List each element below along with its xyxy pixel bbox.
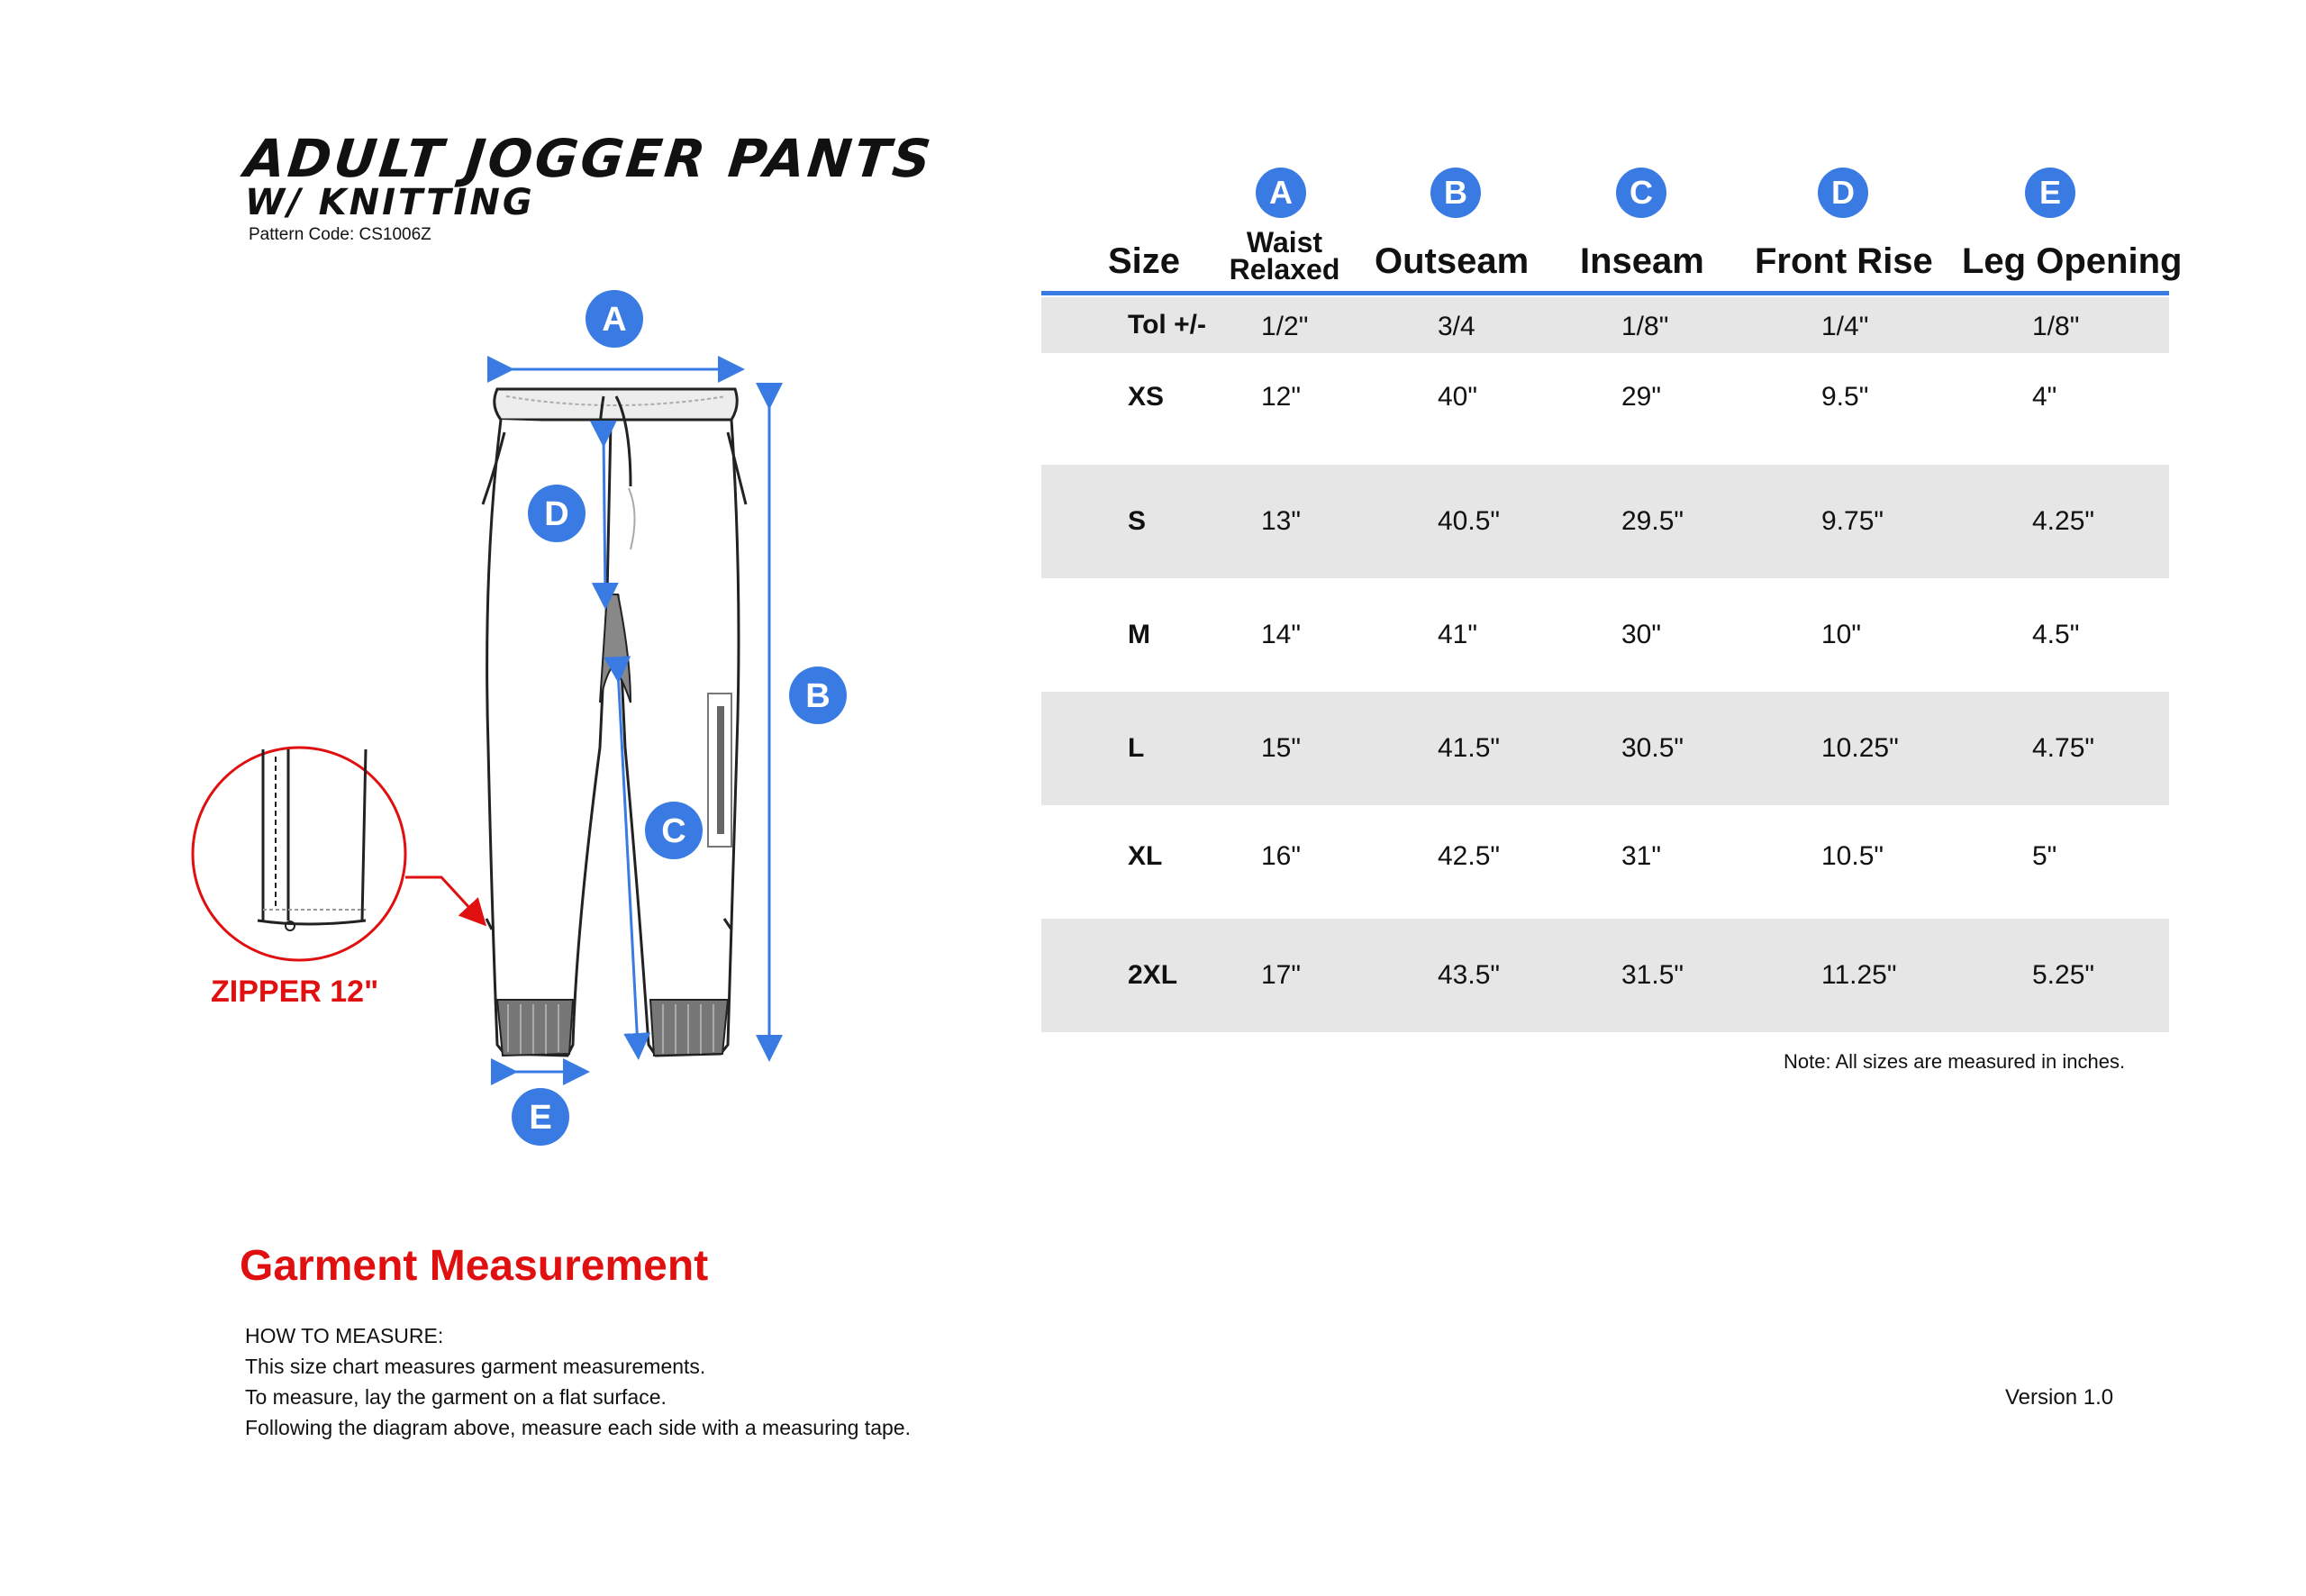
column-header-front-rise: Front Rise (1755, 241, 1933, 281)
row-size: XL (1128, 841, 1163, 871)
row-size: Tol +/- (1128, 310, 1206, 340)
table-row (1041, 578, 2169, 692)
garment-measurement-title: Garment Measurement (240, 1242, 709, 1290)
column-badge-e: E (2025, 168, 2075, 218)
cell-outseam: 3/4 (1438, 312, 1475, 341)
cell-front-rise: 10.25" (1821, 733, 1899, 763)
row-size: L (1128, 733, 1145, 763)
svg-text:E: E (529, 1099, 552, 1137)
page-title: ADULT JOGGER PANTS (241, 128, 937, 189)
cell-front-rise: 11.25" (1821, 960, 1897, 990)
column-badge-d: D (1818, 168, 1868, 218)
measure-line-d (604, 434, 605, 596)
column-header-waist-line1: Waist (1246, 226, 1323, 258)
cell-front-rise: 9.75" (1821, 506, 1884, 536)
cell-inseam: 31" (1621, 841, 1662, 871)
table-row (1041, 353, 2169, 465)
cell-leg-opening: 5" (2032, 841, 2057, 871)
cell-inseam: 31.5" (1621, 960, 1684, 990)
column-header-waist-line2: Relaxed (1229, 253, 1340, 286)
cell-outseam: 40.5" (1438, 506, 1501, 536)
cell-inseam: 30" (1621, 620, 1662, 649)
svg-text:B: B (805, 677, 831, 715)
badge-a (586, 290, 643, 348)
right-cuff (650, 1000, 728, 1056)
svg-text:D: D (544, 495, 569, 533)
cell-waist: 15" (1261, 733, 1302, 763)
badge-d (528, 485, 586, 542)
svg-text:C: C (661, 812, 686, 850)
row-size: 2XL (1128, 960, 1178, 990)
cell-leg-opening: 5.25" (2032, 960, 2095, 990)
how-to-line: This size chart measures garment measurements. (245, 1355, 706, 1378)
badge-b (789, 667, 847, 724)
table-row (1041, 919, 2169, 1032)
row-size: M (1128, 620, 1150, 649)
header-divider (1041, 291, 2169, 295)
table-row (1041, 465, 2169, 578)
pattern-code: Pattern Code: CS1006Z (249, 225, 431, 244)
cell-waist: 12" (1261, 382, 1302, 412)
table-row (1041, 692, 2169, 805)
fly-detail (629, 488, 635, 549)
version-label: Version 1.0 (2005, 1385, 2114, 1410)
cell-waist: 16" (1261, 841, 1302, 871)
cell-outseam: 43.5" (1438, 960, 1501, 990)
cell-outseam: 41" (1438, 620, 1478, 649)
badge-e (512, 1088, 569, 1146)
cell-waist: 13" (1261, 506, 1302, 536)
cell-leg-opening: 4.75" (2032, 733, 2095, 763)
cell-leg-opening: 4.25" (2032, 506, 2095, 536)
zipper-pointer-arrow (405, 877, 483, 922)
row-size: S (1128, 506, 1147, 536)
waistband (495, 389, 737, 420)
cell-outseam: 41.5" (1438, 733, 1501, 763)
column-header-size: Size (1108, 241, 1181, 281)
left-cuff (497, 1000, 573, 1056)
column-badge-b: B (1430, 168, 1481, 218)
cell-waist: 14" (1261, 620, 1302, 649)
cell-inseam: 29" (1621, 382, 1662, 412)
column-header-outseam: Outseam (1375, 241, 1530, 281)
cell-waist: 17" (1261, 960, 1302, 990)
how-to-line: Following the diagram above, measure each side with a measuring tape. (245, 1416, 911, 1439)
cell-leg-opening: 4" (2032, 382, 2057, 412)
cell-inseam: 29.5" (1621, 506, 1684, 536)
svg-text:A: A (602, 301, 627, 339)
cell-outseam: 40" (1438, 382, 1478, 412)
how-to-line: HOW TO MEASURE: (245, 1324, 444, 1347)
cell-inseam: 30.5" (1621, 733, 1684, 763)
table-row (1041, 297, 2169, 353)
cell-leg-opening: 4.5" (2032, 620, 2080, 649)
column-badge-c: C (1616, 168, 1666, 218)
pants-diagram (180, 279, 883, 1162)
zipper-detail-circle (193, 748, 405, 960)
table-note: Note: All sizes are measured in inches. (1784, 1050, 2126, 1073)
column-header-waist (1229, 226, 1340, 286)
column-header-inseam: Inseam (1580, 241, 1704, 281)
cell-front-rise: 1/4" (1821, 312, 1869, 341)
row-size: XS (1128, 382, 1165, 412)
how-to-line: To measure, lay the garment on a flat surface. (245, 1385, 667, 1409)
cell-outseam: 42.5" (1438, 841, 1501, 871)
zipper-label: ZIPPER 12" (211, 975, 379, 1009)
how-to-measure (245, 1320, 911, 1443)
table-row (1041, 805, 2169, 919)
cell-leg-opening: 1/8" (2032, 312, 2080, 341)
cell-front-rise: 9.5" (1821, 382, 1869, 412)
column-badge-a: A (1256, 168, 1306, 218)
page-subtitle: W/ KNITTING (245, 182, 535, 223)
badge-c (645, 802, 703, 859)
cell-waist: 1/2" (1261, 312, 1309, 341)
column-header-leg-opening: Leg Opening (1962, 241, 2183, 281)
cell-front-rise: 10.5" (1821, 841, 1884, 871)
cell-front-rise: 10" (1821, 620, 1862, 649)
cell-inseam: 1/8" (1621, 312, 1669, 341)
